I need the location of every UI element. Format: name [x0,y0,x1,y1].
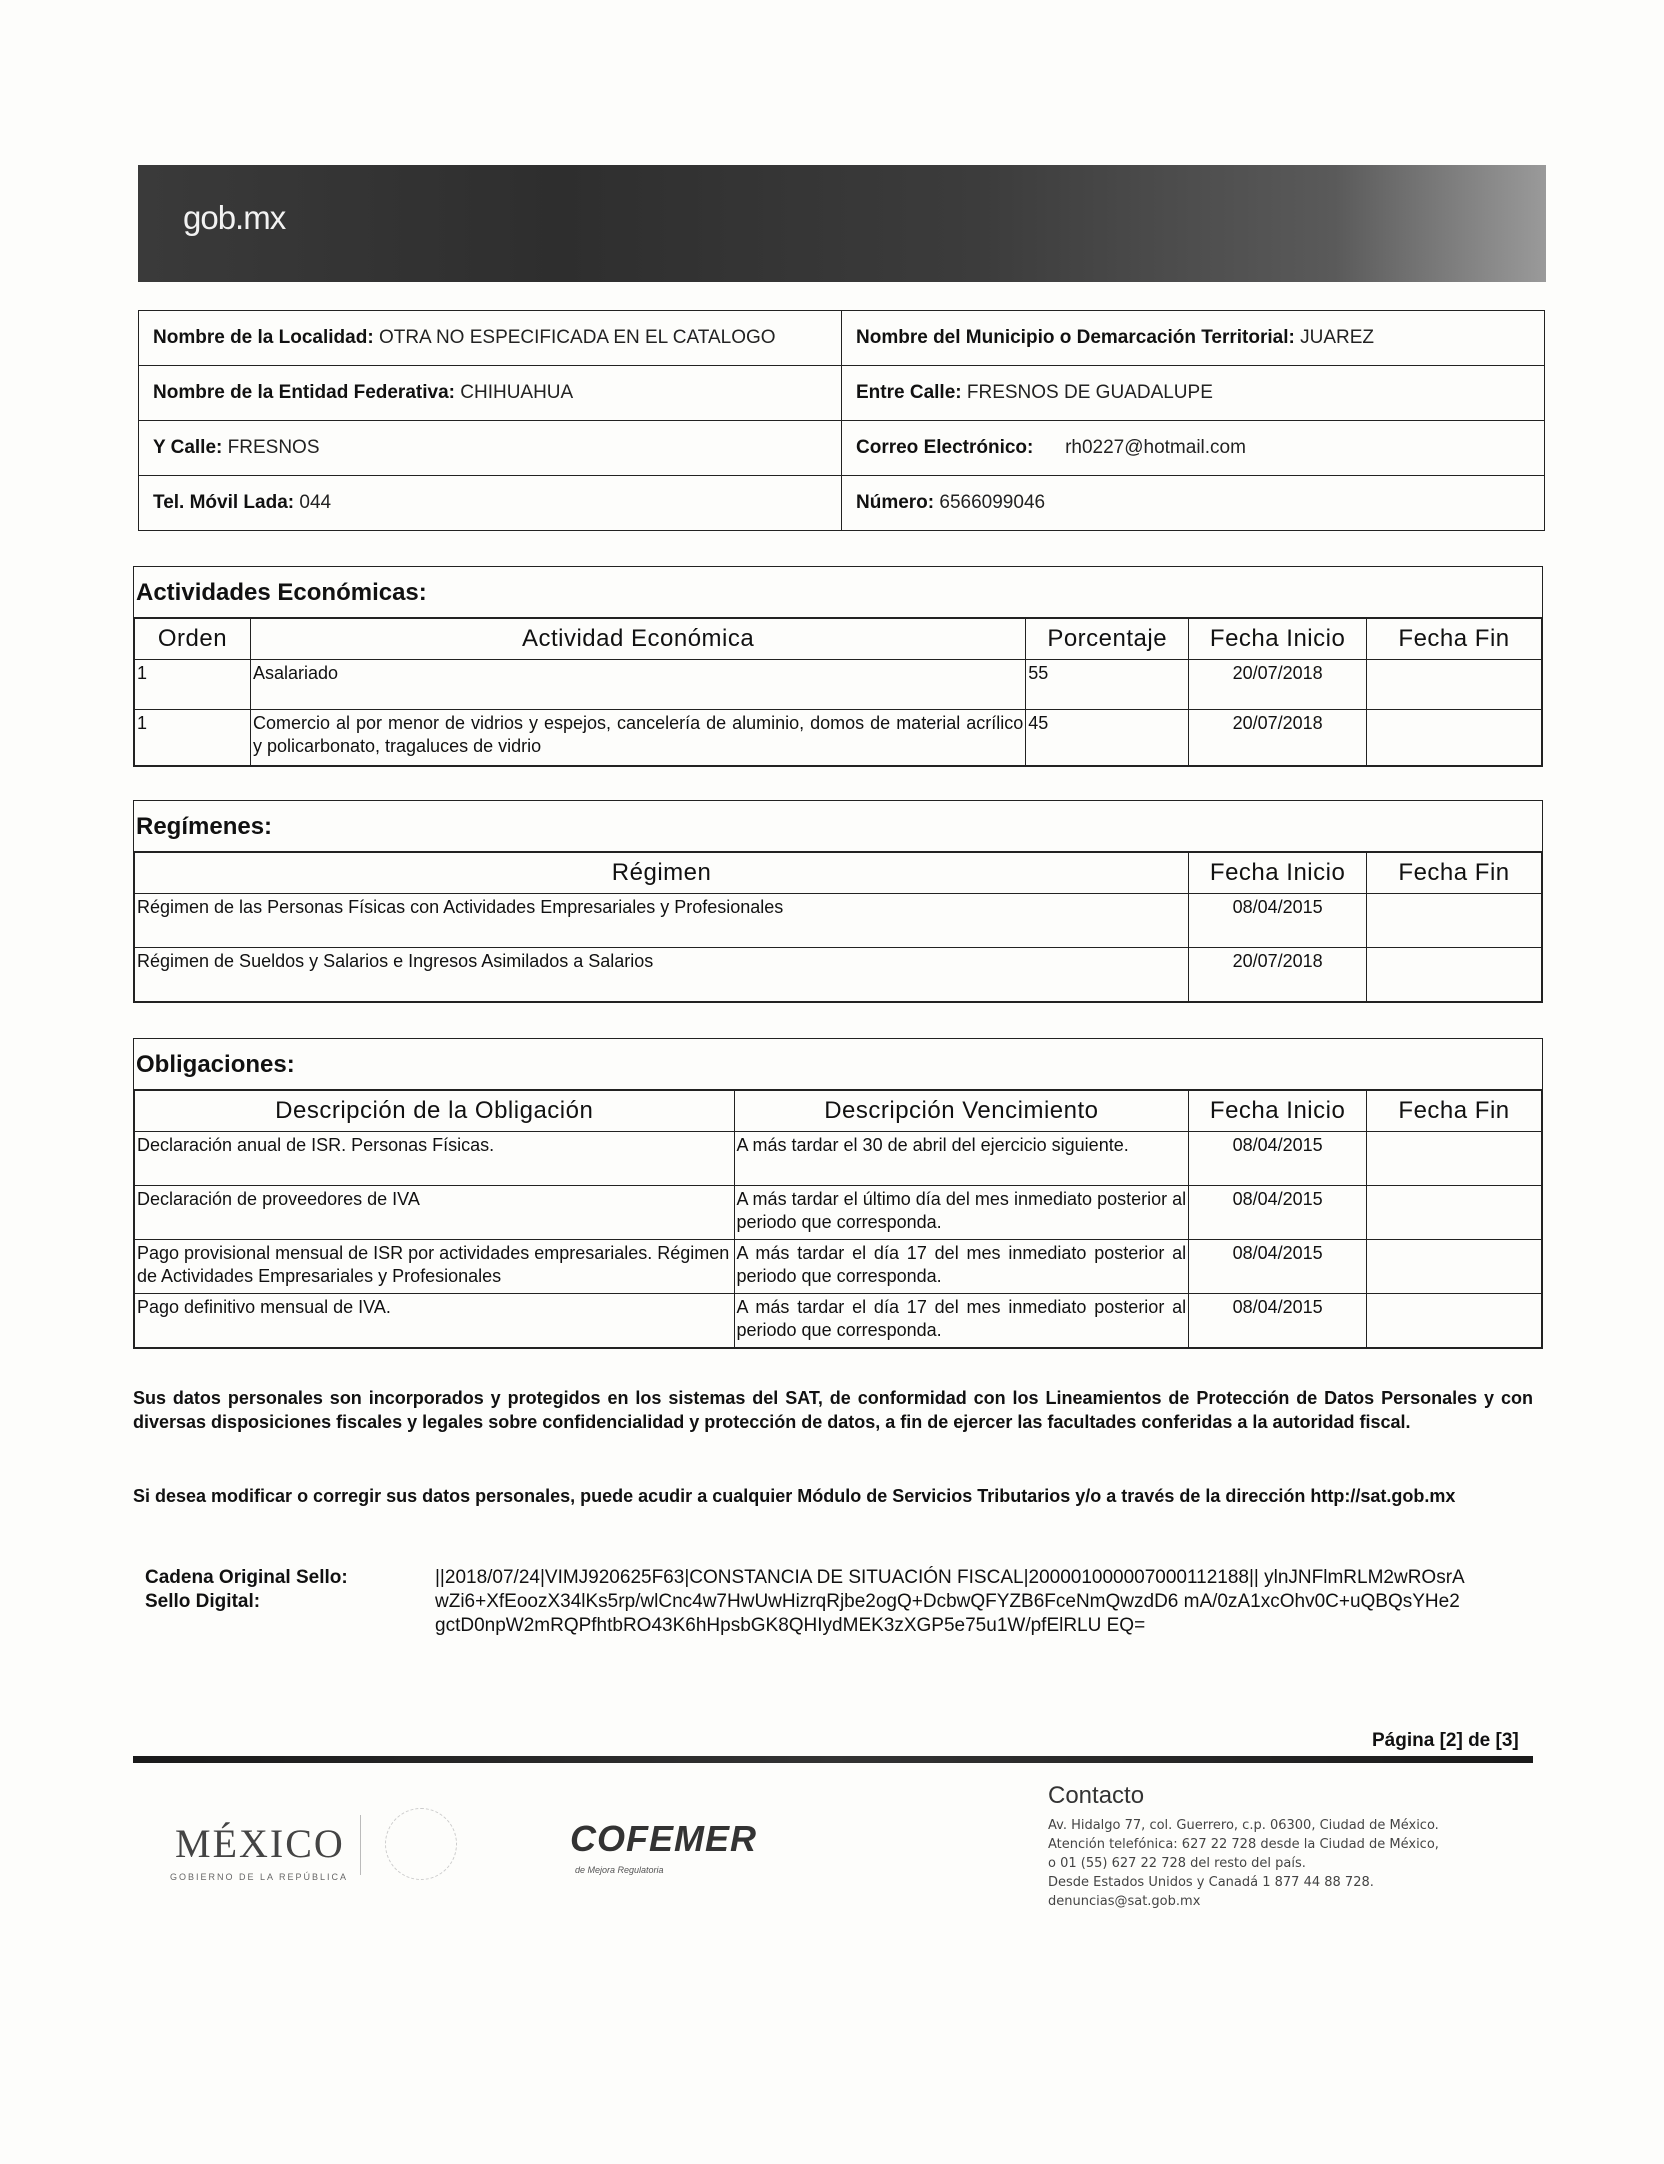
entre-calle-label: Entre Calle: [856,382,962,403]
sello-digital-label: Sello Digital: [145,1591,261,1612]
fecha-fin-cell [1367,1294,1542,1348]
column-header: Fecha Inicio [1189,1091,1367,1132]
fecha-inicio-cell: 08/04/2015 [1189,1186,1367,1240]
contact-info-table [138,310,1545,531]
table-row [135,1240,1542,1294]
obligacion-cell: Pago provisional mensual de ISR por actividades empresariales. Régimen de Actividades Empresariales y Profesionales [135,1240,735,1294]
actividad-cell: Comercio al por menor de vidrios y espejos, cancelería de aluminio, domos de material acrílico y policarbonato, tragaluces de vidrio [250,710,1025,766]
tel-label: Tel. Móvil Lada: [153,492,295,513]
porcentaje-cell: 55 [1026,660,1189,710]
cofemer-logo: COFEMER [570,1818,757,1859]
sat-link[interactable]: http://sat.gob.mx [1310,1486,1456,1506]
cadena-original-label: Cadena Original Sello: [145,1567,348,1588]
obligaciones-title: Obligaciones: [134,1039,1542,1090]
fecha-inicio-cell: 08/04/2015 [1189,1132,1367,1186]
privacy-notice: Sus datos personales son incorporados y protegidos en los sistemas del SAT, de conformidad con los Lineamientos de Protección de Datos Personales y con diversas disposiciones fiscales y legales sobre confidencialidad y protección de datos, a fin de ejercer las facultades conferidas a la autoridad fiscal. [133,1388,1533,1432]
header-banner [138,165,1546,282]
fecha-inicio-cell: 08/04/2015 [1189,1240,1367,1294]
orden-cell: 1 [135,660,251,710]
table-row [135,894,1542,948]
entidad-value: CHIHUAHUA [460,382,574,403]
actividades-title: Actividades Económicas: [134,567,1542,618]
vencimiento-cell: A más tardar el día 17 del mes inmediato posterior al periodo que corresponda. [734,1294,1189,1348]
orden-cell: 1 [135,710,251,766]
column-header: Régimen [135,853,1189,894]
contacto-email[interactable]: denuncias@sat.gob.mx [1048,1894,1201,1909]
regimenes-title: Regímenes: [134,801,1542,852]
fecha-fin-cell [1367,660,1542,710]
fecha-fin-cell [1367,1186,1542,1240]
obligacion-cell: Pago definitivo mensual de IVA. [135,1294,735,1348]
fecha-inicio-cell: 20/07/2018 [1189,948,1367,1002]
localidad-label: Nombre de la Localidad: [153,327,374,348]
correo-value: rh0227@hotmail.com [1065,437,1246,458]
tel-cell [139,476,842,531]
y-calle-label: Y Calle: [153,437,223,458]
fecha-inicio-cell: 08/04/2015 [1189,894,1367,948]
column-header: Fecha Fin [1367,853,1542,894]
seal-icon [385,1808,457,1880]
column-header: Descripción de la Obligación [135,1091,735,1132]
fecha-inicio-cell: 20/07/2018 [1189,710,1367,766]
regimenes-section [133,800,1543,1003]
contacto-title: Contacto [1048,1782,1145,1809]
modify-notice-text: Si desea modificar o corregir sus datos personales, puede acudir a cualquier Módulo de Servicios Tributarios y/o a través de la dirección [133,1486,1306,1506]
entidad-cell [139,366,842,421]
sello-labels [145,1566,405,1614]
table-header-row [135,1091,1542,1132]
porcentaje-cell: 45 [1026,710,1189,766]
tel-value: 044 [299,492,332,513]
entre-calle-value: FRESNOS DE GUADALUPE [966,382,1213,403]
contacto-line: o 01 (55) 627 22 728 del resto del país. [1048,1856,1306,1871]
municipio-cell [842,311,1545,366]
numero-value: 6566099046 [939,492,1046,513]
table-row [135,1132,1542,1186]
regimen-cell: Régimen de las Personas Físicas con Actividades Empresariales y Profesionales [135,894,1189,948]
fecha-fin-cell [1367,948,1542,1002]
column-header: Fecha Inicio [1189,619,1367,660]
localidad-cell [139,311,842,366]
fecha-fin-cell [1367,710,1542,766]
obligaciones-table [134,1090,1542,1348]
table-row [135,710,1542,766]
municipio-label: Nombre del Municipio o Demarcación Territorial: [856,327,1295,348]
entidad-label: Nombre de la Entidad Federativa: [153,382,455,403]
table-row [135,1186,1542,1240]
mexico-logo: MÉXICO [175,1821,345,1866]
table-row [135,1294,1542,1348]
sello-text: ||2018/07/24|VIMJ920625F63|CONSTANCIA DE SITUACIÓN FISCAL|200001000007000112188|| ylnJNFlmRLM2wROsrAwZi6+XfEoozX34lKs5rp/wlCnc4w7HwUwHizrqRjbe2ogQ+DcbwQFYZB6FceNmQwzdD6 mA/0zA1xcOhv0C+uQBQsYHe2gctD0npW2mRQPfhtbRO43K6hHpsbGK8QHIydMEK3zXGP5e75u1W/pfElRLU EQ= [435,1567,1465,1636]
gobmx-logo: gob.mx [183,199,286,236]
column-header: Descripción Vencimiento [734,1091,1189,1132]
correo-label: Correo Electrónico: [856,437,1034,458]
cofemer-subtitle: de Mejora Regulatoria [575,1865,664,1875]
entre-calle-cell [842,366,1545,421]
municipio-value: JUAREZ [1300,327,1375,348]
numero-cell [842,476,1545,531]
contacto-line: Atención telefónica: 627 22 728 desde la Ciudad de México, [1048,1837,1439,1852]
regimenes-table [134,852,1542,1002]
obligacion-cell: Declaración anual de ISR. Personas Físicas. [135,1132,735,1186]
column-header: Orden [135,619,251,660]
footer-rule [133,1756,1533,1763]
fecha-inicio-cell: 08/04/2015 [1189,1294,1367,1348]
obligacion-cell: Declaración de proveedores de IVA [135,1186,735,1240]
column-header: Fecha Fin [1367,619,1542,660]
modify-notice [133,1484,1533,1508]
regimen-cell: Régimen de Sueldos y Salarios e Ingresos Asimilados a Salarios [135,948,1189,1002]
obligaciones-section [133,1038,1543,1349]
y-calle-value: FRESNOS [227,437,320,458]
fecha-fin-cell [1367,894,1542,948]
actividades-table [134,618,1542,766]
fecha-fin-cell [1367,1132,1542,1186]
numero-label: Número: [856,492,935,513]
fecha-fin-cell [1367,1240,1542,1294]
column-header: Porcentaje [1026,619,1189,660]
table-row [135,948,1542,1002]
column-header: Actividad Económica [250,619,1025,660]
table-header-row [135,853,1542,894]
contacto-line: Desde Estados Unidos y Canadá 1 877 44 88 728. [1048,1875,1374,1890]
actividades-section [133,566,1543,767]
table-row [135,660,1542,710]
vencimiento-cell: A más tardar el día 17 del mes inmediato posterior al periodo que corresponda. [734,1240,1189,1294]
column-header: Fecha Fin [1367,1091,1542,1132]
contacto-block [1048,1782,1439,1911]
contacto-line: Av. Hidalgo 77, col. Guerrero, c.p. 06300, Ciudad de México. [1048,1818,1439,1833]
fecha-inicio-cell: 20/07/2018 [1189,660,1367,710]
actividad-cell: Asalariado [250,660,1025,710]
localidad-value: OTRA NO ESPECIFICADA EN EL CATALOGO [378,327,776,348]
vencimiento-cell: A más tardar el último día del mes inmediato posterior al periodo que corresponda. [734,1186,1189,1240]
page-number: Página [2] de [3] [1372,1730,1519,1751]
correo-cell [842,421,1545,476]
y-calle-cell [139,421,842,476]
logo-divider [360,1815,361,1875]
vencimiento-cell: A más tardar el 30 de abril del ejercicio siguiente. [734,1132,1189,1186]
mexico-subtitle: GOBIERNO DE LA REPÚBLICA [170,1872,349,1882]
column-header: Fecha Inicio [1189,853,1367,894]
table-header-row [135,619,1542,660]
